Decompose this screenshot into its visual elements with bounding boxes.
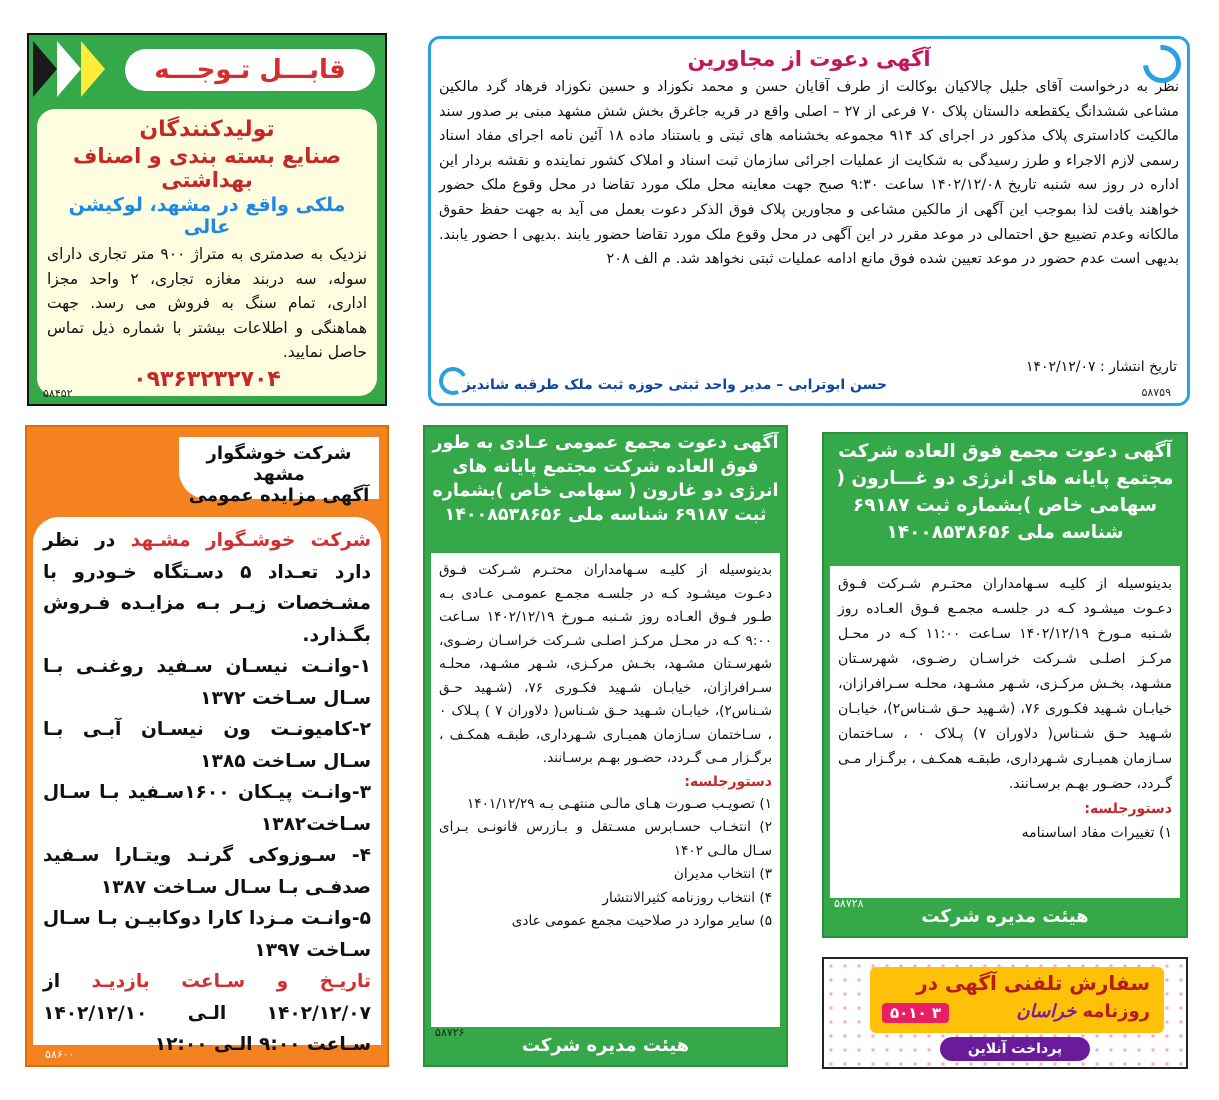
attention-ad-content	[37, 109, 377, 396]
phone-number: ۰۹۳۶۳۲۳۲۷۰۴	[133, 366, 281, 392]
ordinary-assembly-content	[431, 553, 780, 1027]
auction-item: ۵-وانـت مـزدا کارا دوکابیـن بـا سـال سـاخت ۱۳۹۷	[43, 908, 371, 961]
auction-company-name: شرکت خوشگوار مشهد	[206, 443, 352, 485]
board-signature: هیئت مدیره شرکت	[521, 1035, 690, 1056]
ad-code: ۵۸۶۰۰	[45, 1048, 75, 1061]
auction-item: ۲-کامیونـت ون نیسـان آبـی بـا سـال سـاخت ۱۳۸۵	[43, 719, 371, 772]
swirl-icon	[435, 363, 471, 399]
attention-ad-title: قابـــل تـوجـــه	[125, 49, 375, 91]
banner-subline	[1016, 1001, 1150, 1022]
auction-ad-title: آگهی مزایده عمومی	[188, 485, 370, 506]
ordinary-assembly-body: بدینوسیله از کلیـه سـهامداران محتـرم شـرکت فـوق دعـوت میشـود کـه در جلسـه مجمـع عمومـی عـادی بـه طـور فـوق العـاده روز شـنبه مـورخ ۱۴۰۲/۱۲/۱۹ سـاعت ۹:۰۰ کـه در محـل مرکـز اصلـی شـرکت خراسـان رضـوی، شهرسـتان مشـهد، بخـش مرکـزی، شـهر مشـهد، محلـه سـرافرازان، خیابـان شـهید فکـوری ۷۶، (شـهید حـق شـناس۲)، خیابـان شـهید حـق شـناس( دلاوران ۷ ) پـلاک ۰ ، سـاختمان سـازمان همیـاری شـهرداری، طبقـه همکـف ، برگـزار مـی گـردد، حضـور بهـم برسـانند.	[439, 562, 773, 766]
extraordinary-assembly-ad	[822, 432, 1188, 938]
phone-order-banner[interactable]	[822, 957, 1188, 1069]
attention-ad-line3: ملکی واقع در مشهد، لوکیشن عالی	[68, 194, 346, 238]
auction-visit-label: تاریـخ و سـاعت بازدیـد	[91, 971, 371, 992]
board-signature: هیئت مدیره شرکت	[921, 906, 1089, 927]
extraordinary-assembly-content	[830, 566, 1180, 898]
attention-ad	[27, 33, 387, 406]
auction-ad-header	[27, 427, 387, 507]
chevron-icon	[57, 41, 81, 97]
agenda-item: ۱) تصویـب صـورت هـای مالـی منتهـی بـه ۱۴۰۱/۱۲/۲۹	[467, 795, 772, 812]
banner-brand-logo: خراسان	[1016, 1001, 1077, 1022]
auction-item: ۴- سـوزوکی گرنـد ویتـارا سـفید صدفـی بـا سـال سـاخت ۱۳۸۷	[43, 845, 371, 898]
ad-code: ۵۸۷۵۹	[1141, 386, 1171, 399]
auction-intro	[43, 525, 371, 651]
chevron-icon	[81, 41, 105, 97]
ad-code: ۵۸۴۵۲	[43, 387, 73, 400]
attention-ad-body: نزدیک به صدمتری به متراژ ۹۰۰ متر تجاری دارای سوله، سه دربند مغازه تجاری، ۲ واحد مجزا اداری، تمام سنگ به فروش می رسد. جهت هماهنگی و اطلاعات بیشتر با شماره ذیل تماس حاصل نمایید.	[47, 245, 368, 361]
banner-newspaper-word: روزنامه	[1082, 1001, 1150, 1022]
auction-visit-text: از ۱۴۰۲/۱۲/۰۷ الـی ۱۴۰۲/۱۲/۱۰ سـاعت ۹:۰۰ الـی ۱۲:۰۰	[43, 971, 371, 1055]
ordinary-assembly-ad	[423, 425, 788, 1067]
neighbors-ad	[428, 36, 1190, 406]
agenda-label: دستورجلسه:	[1084, 801, 1172, 817]
extraordinary-assembly-title: آگهی دعوت مجمع فوق العاده شرکت مجتمع پایانه های انرژی دو غـــارون ( سهامی خاص )بشماره ثبت ۶۹۱۸۷ شناسه ملی ۱۴۰۰۸۵۳۸۶۵۶	[836, 441, 1174, 543]
agenda-item: ۵) سایر موارد در صلاحیت مجمع عمومی عادی	[511, 913, 772, 929]
agenda-label: دستورجلسه:	[684, 773, 772, 790]
attention-ad-line1: تولیدکنندگان	[139, 117, 275, 142]
agenda-item: ۲) انتخـاب حسـابرس مسـتقل و بـازرس قانونـی بـرای سـال مالـی ۱۴۰۲	[439, 819, 772, 859]
attention-ad-line2: صنایع بسته بندی و اصناف بهداشتی	[72, 144, 342, 192]
neighbors-ad-body: نظر به درخواست آقای جلیل چالاکیان بوکالت از طرف آقایان حسن و محمد نکوزاد و حسین نکوزاد فرهاد گرد مالکین مشاعی ششدانگ یکقطعه دالستان پلاک ۷۰ فرعی از ۲۷ – اصلی واقع در قریه جاغرق بخش شش مشهد مبنی بر صدور سند مالکیت کاداستری پلاک مذکور در اجرای کد ۹۱۴ مجموعه بخشنامه های ثبتی و باستناد ماده ۱۸ آئین نامه اجرای مفاد اسناد رسمی لازم الاجراء و طرز رسیدگی به شکایت از عملیات اجرائی سازمان ثبت اسناد و املاک کشور نماینده و نقشه بردار این اداره در روز سه شنبه تاریخ ۱۴۰۲/۱۲/۰۸ ساعت ۹:۳۰ صبح جهت معاینه محل ملک مورد تقاضا در محل وقوع ملک حضور خواهند یافت لذا بموجب این آگهی از مالکین مشاعی و مجاورین پلاک فوق الذکر دعوت بعمل می آید به جهت حفظ حقوق مالکانه وعدم تضییع حق احتمالی در موعد مقرر در این آگهی در محل وقوع ملک مورد تقاضا حضور یابند .بدیهی ا حضور یابند. بدیهی است عدم حضور در موعد تعیین شده فوق مانع ادامه عملیات ثبتی نخواهد شد. م الف ۲۰۸	[439, 79, 1180, 268]
pay-online-button[interactable]: پرداخت آنلاین	[940, 1037, 1090, 1061]
extraordinary-assembly-body: بدینوسیله از کلیـه سـهامداران محتـرم شـرکت فـوق دعـوت میشـود کـه در جلسـه مجمـع فـوق العـاده روز شـنبه مـورخ ۱۴۰۲/۱۲/۱۹ سـاعت ۱۱:۰۰ کـه در محـل مرکـز اصلـی شـرکت خراسـان رضـوی، شهرسـتان مشـهد، بخـش مرکـزی، شـهر مشـهد، محلـه سـرافرازان، خیابـان شـهید فکـوری ۷۶، (شـهید حـق شـناس۲)، خیابـان شـهید حـق شـناس( دلاوران ۷) پـلاک ۰ ، سـاختمان سـازمان همیـاری شـهرداری، طبقـه همکـف ، برگـزار مـی گـردد، حضـور بهـم برسـانند.	[838, 576, 1173, 792]
auction-intro-text: در نظر دارد تعـداد ۵ دسـتگاه خـودرو با مشـخصات زیـر بـه مزایـده فـروش بگـذارد.	[43, 530, 371, 646]
agenda-item: ۱) تغییرات مفاد اساسنامه	[1021, 825, 1172, 841]
auction-visit-time	[43, 966, 371, 1061]
ad-code: ۵۸۷۲۶	[435, 1026, 465, 1039]
agenda-item: ۴) انتخاب روزنامه کثیرالانتشار	[602, 889, 772, 906]
ad-code: ۵۸۷۲۸	[834, 897, 864, 910]
auction-ad	[25, 425, 389, 1067]
banner-headline: سفارش تلفنی آگهی در	[916, 971, 1150, 995]
neighbors-ad-title: آگهی دعوت از مجاورین	[687, 47, 931, 71]
auction-item: ۱-وانـت نیسـان سـفید روغنـی بـا سـال سـاخت ۱۳۷۲	[43, 656, 371, 709]
auction-ad-title-box	[179, 437, 379, 506]
agenda-item: ۳) انتخاب مدیران	[673, 866, 772, 882]
publication-label: تاریخ انتشار :	[1100, 359, 1177, 375]
auction-item: ۳-وانـت پیـکان ۱۶۰۰سـفید بـا سـال سـاخت۱۳۸۲	[43, 782, 371, 835]
attention-ad-header	[29, 35, 385, 99]
publication-date	[1026, 357, 1177, 377]
ordinary-assembly-title: آگهی دعوت مجمع عمومی عـادی به طور فوق العاده شرکت مجتمع پایانه های انرژی دو غارون ( سهامی خاص )بشماره ثبت ۶۹۱۸۷ شناسه ملی ۱۴۰۰۸۵۳۸۶۵۶	[432, 433, 779, 525]
auction-intro-company: شرکت خوشـگوار مشـهد	[130, 530, 371, 551]
neighbors-ad-signature: حسن ابوترابی – مدیر واحد ثبتی حوزه ثبت ملک طرقبه شاندیز	[462, 377, 887, 393]
banner-phone-number: ۳ ۵۰۱۰	[882, 1003, 949, 1023]
publication-value: ۱۴۰۲/۱۲/۰۷	[1025, 359, 1096, 375]
banner-panel	[870, 967, 1164, 1033]
chevron-icon	[33, 41, 57, 97]
